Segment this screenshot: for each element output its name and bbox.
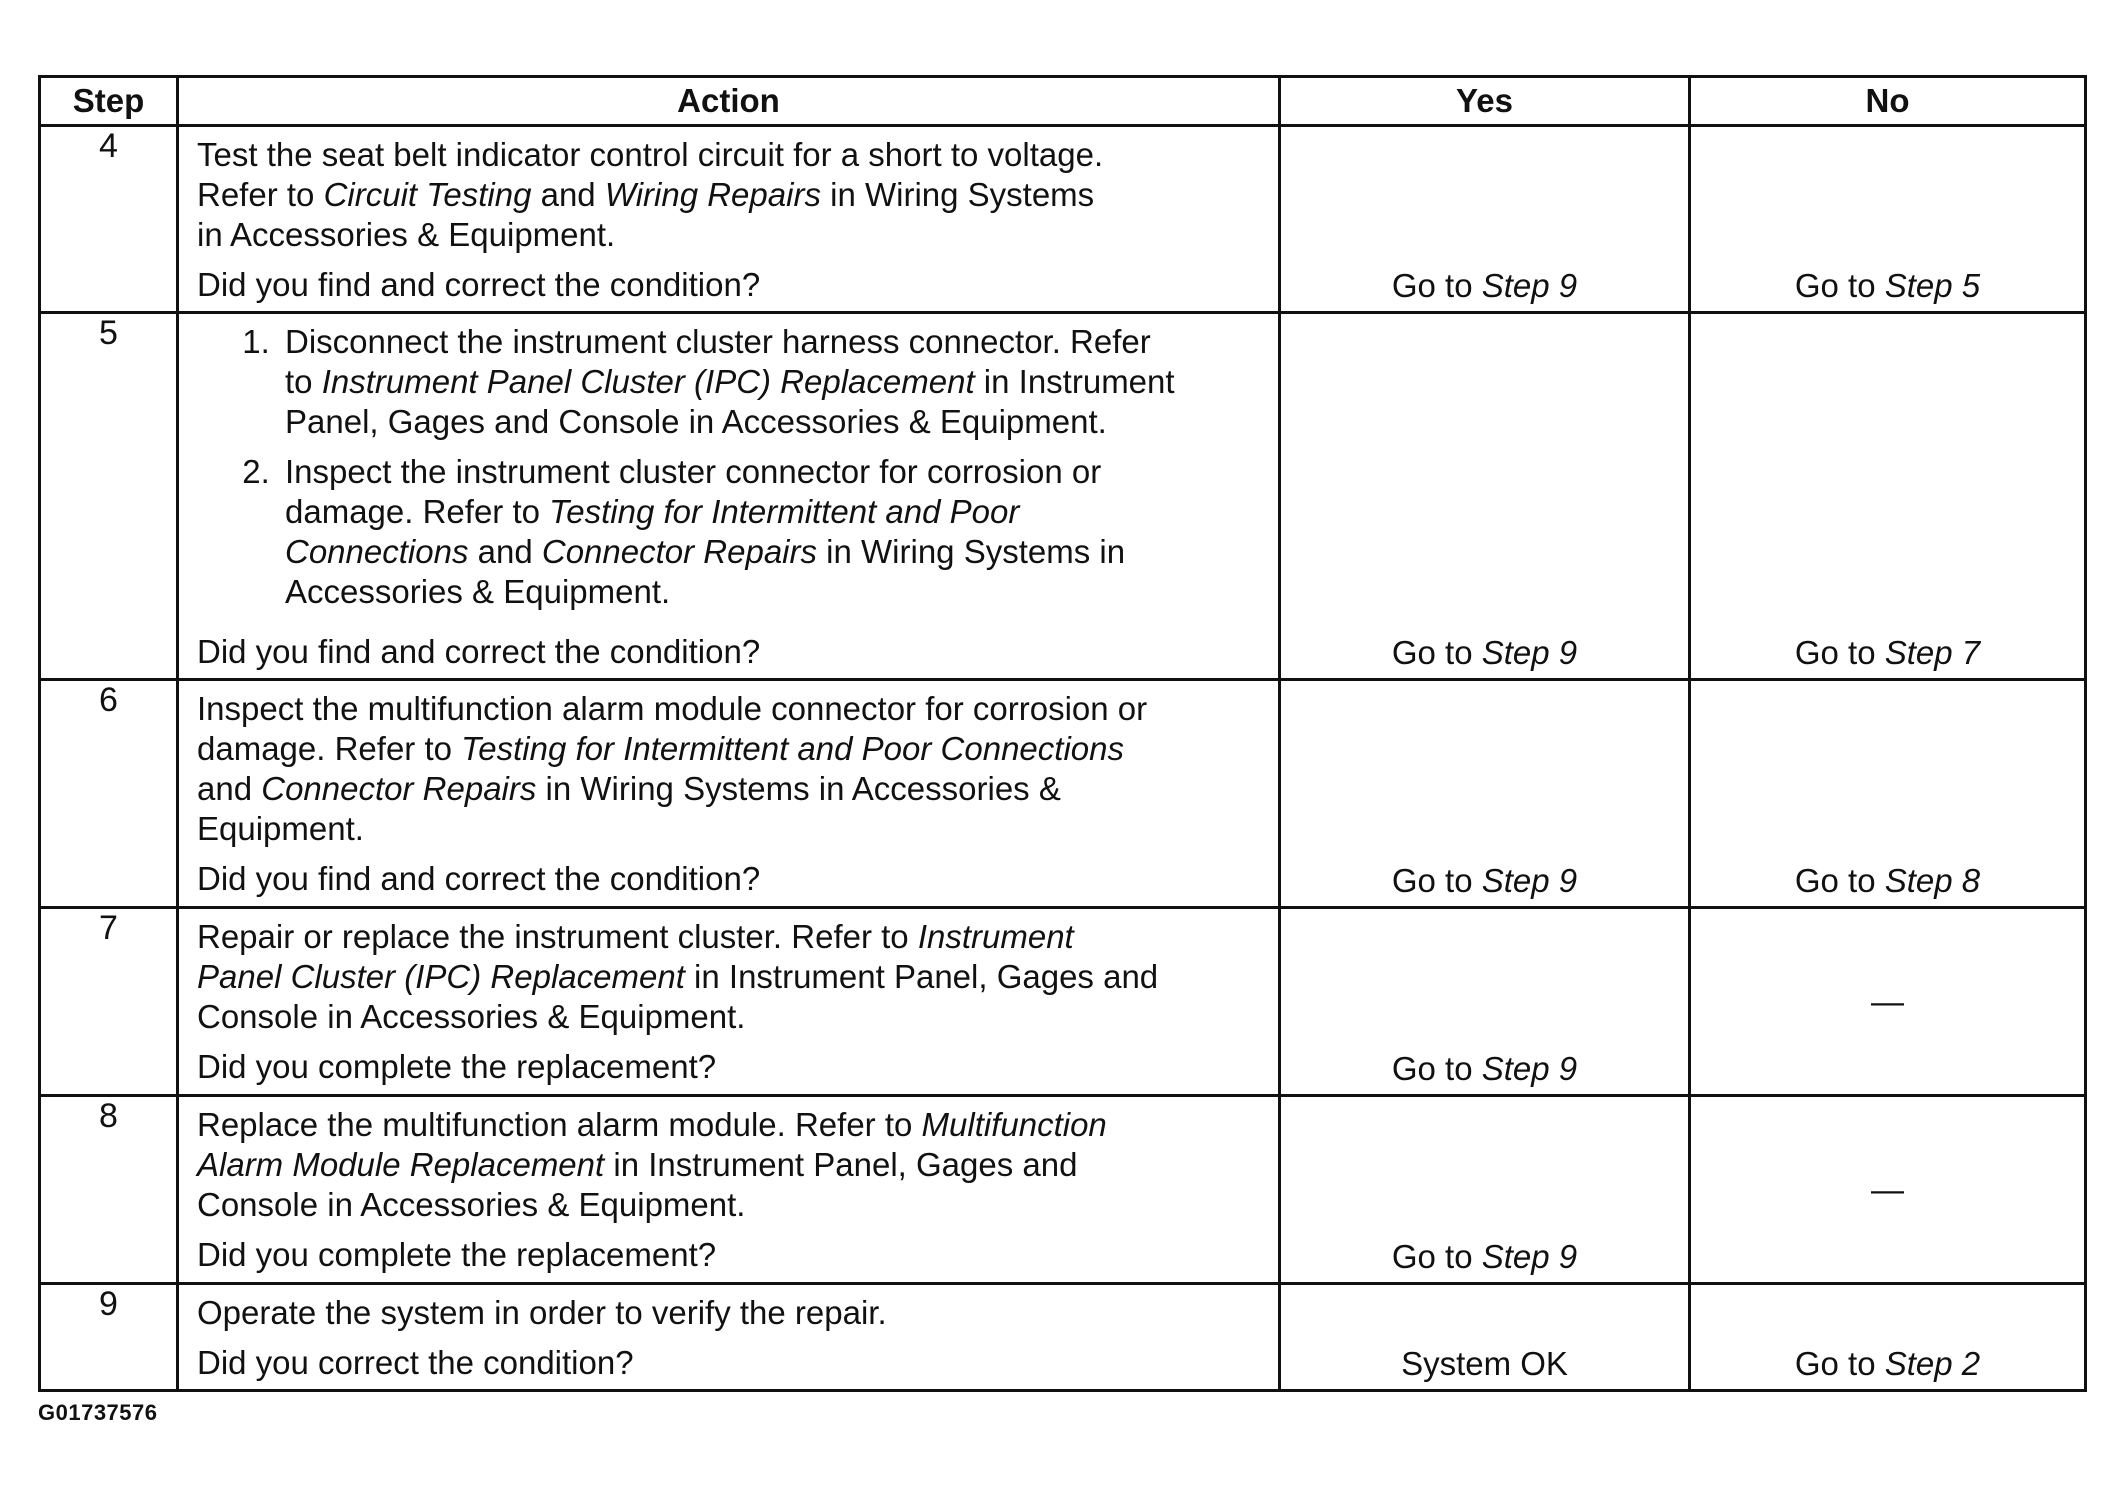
yes-step-link[interactable]: Step 9 xyxy=(1481,267,1578,304)
table-row-step-6 xyxy=(40,680,2086,908)
yes-cell xyxy=(1280,126,1690,313)
no-cell xyxy=(1690,680,2086,908)
action-cell xyxy=(178,1096,1280,1284)
action-text: Repair or replace the instrument cluster. Refer to Instrument Panel Cluster (IPC) Replacement in Instrument Panel, Gages and Console in Accessories & Equipment. xyxy=(197,918,1159,1035)
no-step-link[interactable]: Step 2 xyxy=(1884,1345,1981,1382)
no-step-link[interactable]: Step 7 xyxy=(1884,634,1981,671)
no-cell xyxy=(1690,1096,2086,1284)
header-step: Step xyxy=(40,77,178,126)
no-dash: — xyxy=(1871,1170,1904,1208)
step-number: 8 xyxy=(40,1096,178,1284)
action-question: Did you find and correct the condition? xyxy=(197,860,761,897)
action-cell xyxy=(178,908,1280,1096)
action-question: Did you correct the condition? xyxy=(197,1344,634,1381)
no-cell xyxy=(1690,908,2086,1096)
yes-step-link[interactable]: Step 9 xyxy=(1481,634,1578,671)
yes-cell xyxy=(1280,1096,1690,1284)
no-cell xyxy=(1690,1284,2086,1391)
header-yes: Yes xyxy=(1280,77,1690,126)
yes-cell xyxy=(1280,1284,1690,1391)
action-cell xyxy=(178,1284,1280,1391)
yes-step-link[interactable]: Step 9 xyxy=(1481,1238,1578,1275)
action-question: Did you complete the replacement? xyxy=(197,1048,717,1085)
step-number: 5 xyxy=(40,313,178,680)
no-prefix: Go to xyxy=(1794,267,1885,304)
yes-prefix: Go to xyxy=(1391,862,1482,899)
no-step-link[interactable]: Step 8 xyxy=(1884,862,1981,899)
action-text: Operate the system in order to verify the repair. xyxy=(197,1294,887,1331)
list-item: 1. Disconnect the instrument cluster harness connector. Refer to Instrument Panel Cluster (IPC) Replacement in Instrument Panel, Gages and Console in Accessories & Equipment. xyxy=(279,322,1260,442)
yes-step-link[interactable]: Step 9 xyxy=(1481,862,1578,899)
no-prefix: Go to xyxy=(1794,1345,1885,1382)
table-row-step-4 xyxy=(40,126,2086,313)
action-cell xyxy=(178,313,1280,680)
action-text: Replace the multifunction alarm module. Refer to Multifunction Alarm Module Replacement in Instrument Panel, Gages and Console in Accessories & Equipment. xyxy=(197,1106,1107,1223)
no-cell xyxy=(1690,313,2086,680)
no-cell xyxy=(1690,126,2086,313)
action-question: Did you complete the replacement? xyxy=(197,1236,717,1273)
table-row-step-9 xyxy=(40,1284,2086,1391)
no-dash: — xyxy=(1871,982,1904,1020)
no-step-link[interactable]: Step 5 xyxy=(1884,267,1981,304)
diagnostic-table xyxy=(38,75,2087,1392)
step-number: 4 xyxy=(40,126,178,313)
header-row xyxy=(40,77,2086,126)
yes-result: System OK xyxy=(1401,1345,1568,1382)
list-item: 2. Inspect the instrument cluster connector for corrosion or damage. Refer to Testing for Intermittent and Poor Connections and Connector Repairs in Wiring Systems in Accessories & Equipment. xyxy=(279,452,1260,612)
no-prefix: Go to xyxy=(1794,634,1885,671)
action-text: Inspect the multifunction alarm module connector for corrosion or damage. Refer to Testing for Intermittent and Poor Connections and Connector Repairs in Wiring Systems in Accessories & Equipment. xyxy=(197,690,1148,847)
step-number: 9 xyxy=(40,1284,178,1391)
table-row-step-8 xyxy=(40,1096,2086,1284)
header-action: Action xyxy=(178,77,1280,126)
yes-prefix: Go to xyxy=(1391,634,1482,671)
yes-cell xyxy=(1280,313,1690,680)
yes-prefix: Go to xyxy=(1391,1050,1482,1087)
yes-prefix: Go to xyxy=(1391,267,1482,304)
figure-id: G01737576 xyxy=(38,1400,158,1425)
action-text: Test the seat belt indicator control circuit for a short to voltage. Refer to Circuit Testing and Wiring Repairs in Wiring Systems in Accessories & Equipment. xyxy=(197,136,1104,253)
step-number: 7 xyxy=(40,908,178,1096)
header-no: No xyxy=(1690,77,2086,126)
yes-prefix: Go to xyxy=(1391,1238,1482,1275)
action-question: Did you find and correct the condition? xyxy=(197,266,761,303)
action-cell xyxy=(178,126,1280,313)
action-question: Did you find and correct the condition? xyxy=(197,633,761,670)
step-number: 6 xyxy=(40,680,178,908)
table-row-step-7 xyxy=(40,908,2086,1096)
yes-cell xyxy=(1280,680,1690,908)
action-cell xyxy=(178,680,1280,908)
yes-step-link[interactable]: Step 9 xyxy=(1481,1050,1578,1087)
yes-cell xyxy=(1280,908,1690,1096)
action-steps-list xyxy=(197,322,1260,622)
no-prefix: Go to xyxy=(1794,862,1885,899)
table-row-step-5 xyxy=(40,313,2086,680)
